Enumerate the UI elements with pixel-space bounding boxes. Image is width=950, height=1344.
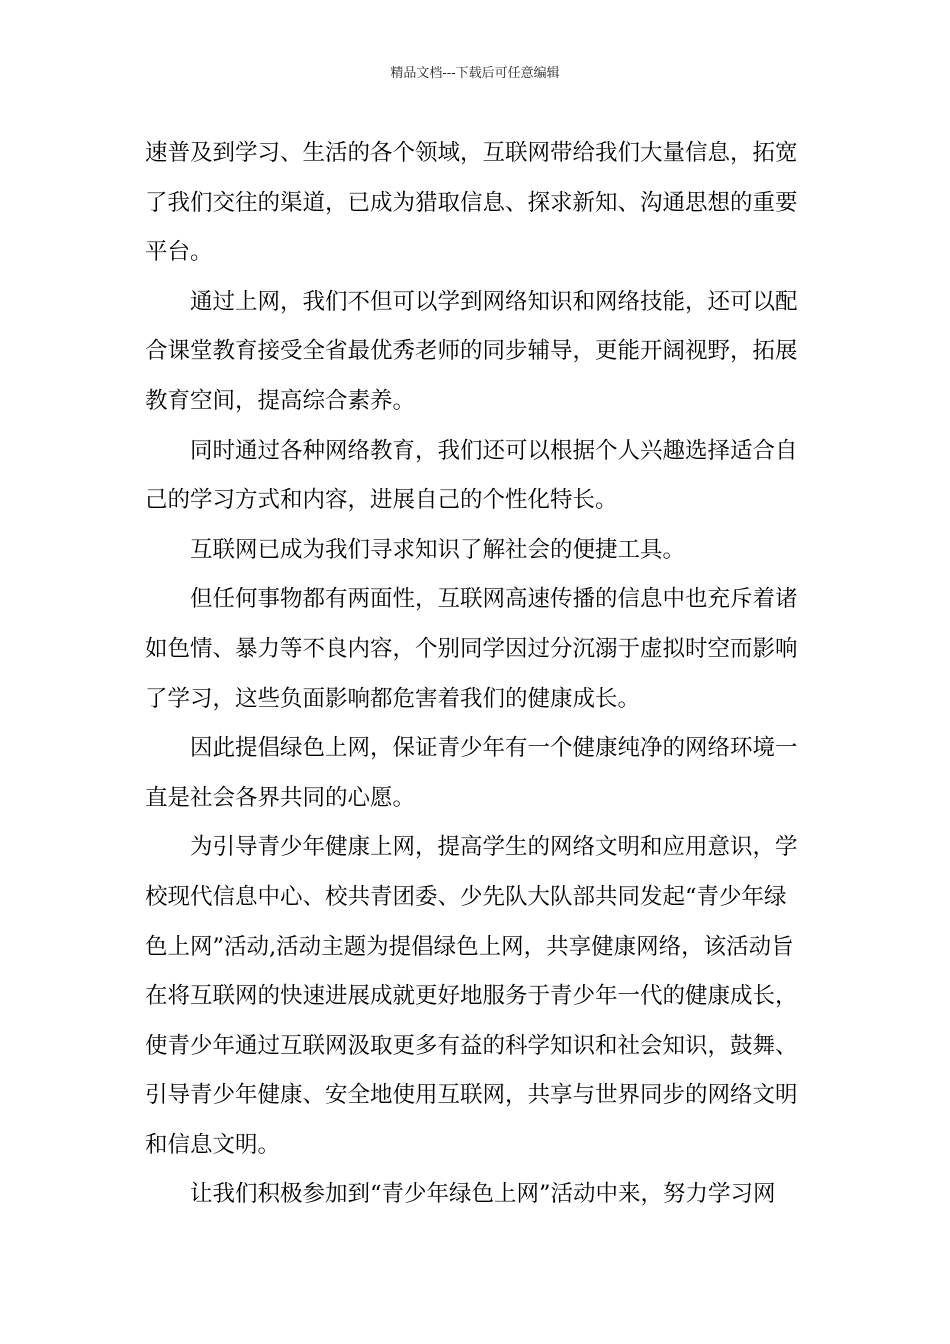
paragraph-first-line: 互联网已成为我们寻求知识了解社会的便捷工具。 xyxy=(190,536,686,563)
text-line: 平台。 xyxy=(145,239,213,266)
text-line: 如色情、暴力等不良内容，个别同学因过分沉溺于虚拟时空而影响 xyxy=(145,635,798,662)
page-header: 精品文档---下载后可任意编辑 xyxy=(390,66,560,81)
paragraph-first-line: 因此提倡绿色上网，保证青少年有一个健康纯净的网络环境一 xyxy=(190,735,798,762)
paragraph-first-line: 让我们积极参加到“青少年绿色上网”活动中来，努力学习网 xyxy=(190,1181,776,1208)
text-line: 在将互联网的快速进展成就更好地服务于青少年一代的健康成长， xyxy=(145,983,798,1010)
paragraph-first-line: 通过上网，我们不但可以学到网络知识和网络技能，还可以配 xyxy=(190,288,798,315)
text-line: 速普及到学习、生活的各个领域，互联网带给我们大量信息，拓宽 xyxy=(145,140,798,166)
text-line: 了我们交往的渠道，已成为猎取信息、探求新知、沟通思想的重要 xyxy=(145,189,798,216)
text-line: 引导青少年健康、安全地使用互联网，共享与世界同步的网络文明 xyxy=(145,1082,798,1109)
paragraph-first-line: 为引导青少年健康上网，提高学生的网络文明和应用意识，学 xyxy=(190,834,798,861)
paragraph-first-line: 但任何事物都有两面性，互联网高速传播的信息中也充斥着诸 xyxy=(190,586,798,613)
text-line: 教育空间，提高综合素养。 xyxy=(145,387,416,414)
paragraph-first-line: 同时通过各种网络教育，我们还可以根据个人兴趣选择适合自 xyxy=(190,437,798,464)
text-line: 和信息文明。 xyxy=(145,1131,281,1158)
text-line: 己的学习方式和内容，进展自己的个性化特长。 xyxy=(145,487,618,514)
text-line: 合课堂教育接受全省最优秀老师的同步辅导，更能开阔视野，拓展 xyxy=(145,338,798,365)
text-line: 了学习，这些负面影响都危害着我们的健康成长。 xyxy=(145,685,641,712)
document-body xyxy=(145,129,810,1220)
text-line: 色上网”活动,活动主题为提倡绿色上网，共享健康网络，该活动旨 xyxy=(145,933,794,960)
text-line: 校现代信息中心、校共青团委、少先队大队部共同发起“青少年绿 xyxy=(145,883,787,910)
text-line: 使青少年通过互联网汲取更多有益的科学知识和社会知识，鼓舞、 xyxy=(145,1032,798,1059)
text-line: 直是社会各界共同的心愿。 xyxy=(145,784,416,811)
